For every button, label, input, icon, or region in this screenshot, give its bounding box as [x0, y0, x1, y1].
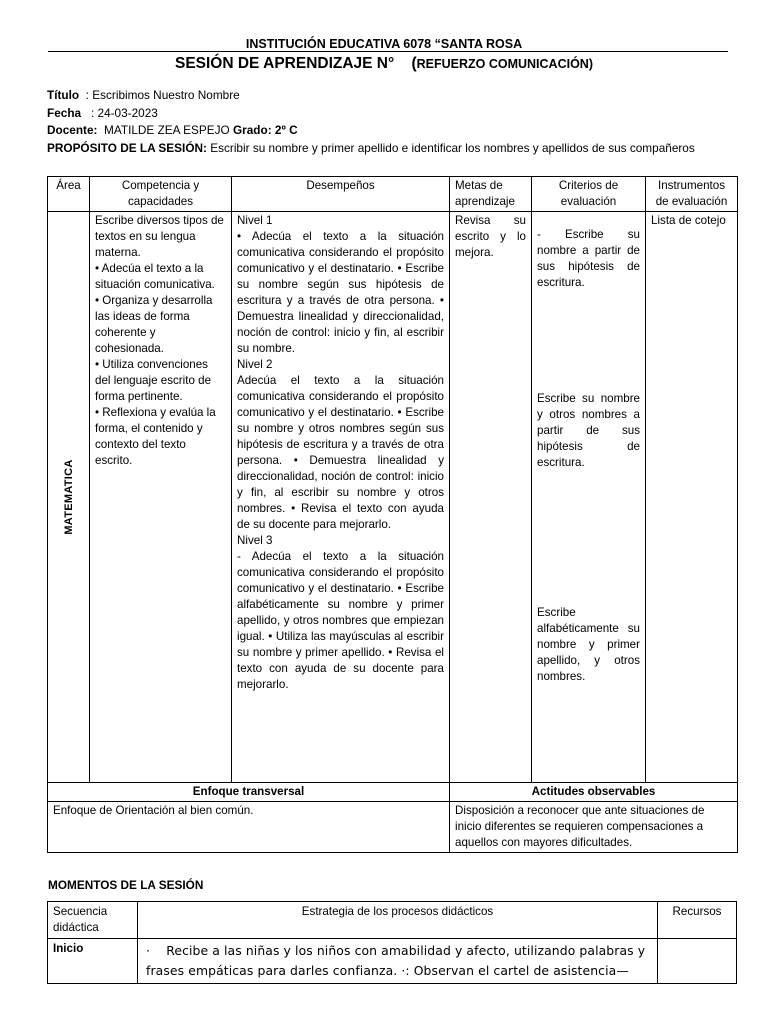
criterio-2: Escribe su nombre y otros nombres a partir de sus hipótesis de escritura. — [537, 392, 640, 469]
inicio-row — [48, 939, 737, 984]
institution-name: INSTITUCIÓN EDUCATIVA 6078 “SANTA ROSA — [245, 37, 523, 51]
actitudes-value: Disposición a reconocer que ante situaciones de inicio diferentes se requieren compensaciones a aquellos con mayores dificultades. — [450, 802, 738, 853]
momentos-title: MOMENTOS DE LA SESIÓN — [48, 878, 204, 892]
momentos-header-row — [48, 902, 737, 939]
header-area: Área — [48, 177, 90, 212]
proposito-label: PROPÓSITO DE LA SESIÓN: — [47, 141, 207, 155]
nivel2-text: Adecúa el texto a la situación comunicativa considerando el propósito comunicativo y el destinatario. • Escribe su nombre y otros nombres según sus hipótesis de escritura y a través de otra persona. • Demuestra linealidad y direccionalidad, noción de control: inicio y fin, al escribir su nombre y otros nombres. • Revisa el texto con ayuda de su docente para mejorarlo. — [237, 374, 444, 531]
docente-label: Docente: — [47, 123, 98, 137]
session-title — [0, 55, 768, 73]
header-secuencia: Secuencia didáctica — [48, 902, 138, 939]
titulo-label: Título — [47, 88, 80, 102]
inicio-label: Inicio — [48, 939, 138, 984]
session-subtitle-paren: ( — [411, 55, 417, 72]
competencia-cell — [90, 212, 232, 783]
header-divider — [48, 51, 728, 52]
proposito-value: Escribir su nombre y primer apellido e identificar los nombres y apellidos de sus compañeros — [210, 141, 695, 155]
enfoque-header: Enfoque transversal — [48, 783, 450, 802]
fecha-value: : 24-03-2023 — [90, 106, 158, 120]
enfoque-value: Enfoque de Orientación al bien común. — [48, 802, 450, 853]
header-instrumentos: Instrumentos de evaluación — [646, 177, 738, 212]
nivel3-text: - Adecúa el texto a la situación comunicativa considerando el propósito comunicativo y el destinatario. • Escribe alfabéticamente su nombre y primer apellido, y otros nombres que empiezan igual. • Utiliza las mayúsculas al escribir su nombre y primer apellido. • Revisa el texto con ayuda de su docente para mejorarlo. — [237, 550, 444, 691]
meta-docente — [47, 122, 727, 139]
inicio-recursos — [658, 939, 737, 984]
inicio-strategy — [138, 939, 658, 984]
enfoque-header-row — [48, 783, 738, 802]
fecha-label: Fecha — [47, 106, 82, 120]
area-label: MATEMATICA — [62, 459, 75, 535]
nivel3-title: Nivel 3 — [237, 534, 273, 547]
planning-header-row — [48, 177, 738, 212]
titulo-value: : Escribimos Nuestro Nombre — [85, 88, 240, 102]
nivel1-title: Nivel 1 — [237, 214, 273, 227]
header-criterios: Criterios de evaluación — [532, 177, 646, 212]
criterio-1: - Escribe su nombre a partir de sus hipótesis de escritura. — [537, 228, 640, 289]
competencia-title: Escribe diversos tipos de textos en su lengua materna. — [95, 214, 224, 259]
header-desempenos: Desempeños — [232, 177, 450, 212]
metas-cell: Revisa su escrito y lo mejora. — [450, 212, 532, 783]
instrumentos-cell: Lista de cotejo — [646, 212, 738, 783]
actitudes-header: Actitudes observables — [450, 783, 738, 802]
meta-titulo — [47, 87, 727, 104]
header-recursos: Recursos — [658, 902, 737, 939]
momentos-table — [47, 901, 737, 984]
grado-label: Grado: 2º C — [232, 123, 298, 137]
area-cell — [48, 212, 90, 783]
meta-fecha — [47, 105, 727, 122]
enfoque-value-row — [48, 802, 738, 853]
meta-proposito — [47, 140, 727, 157]
session-subtitle: REFUERZO COMUNICACIÓN) — [416, 57, 593, 71]
planning-content-row — [48, 212, 738, 783]
competencia-item: • Organiza y desarrolla las ideas de forma coherente y cohesionada. — [95, 294, 213, 355]
header-metas: Metas de aprendizaje — [450, 177, 532, 212]
competencia-item: • Adecúa el texto a la situación comunicativa. — [95, 262, 215, 291]
competencia-item: • Reflexiona y evalúa la forma, el contenido y contexto del texto escrito. — [95, 406, 216, 467]
nivel2-title: Nivel 2 — [237, 358, 273, 371]
nivel1-text: • Adecúa el texto a la situación comunicativa considerando el propósito comunicativo y el destinatario. • Escribe su nombre según sus hipótesis de escritura y a través de otra persona. • Demuestra linealidad y direccionalidad, noción de control: inicio y fin, al escribir su nombre. — [237, 230, 444, 355]
session-title-main: SESIÓN DE APRENDIZAJE N° — [174, 55, 395, 72]
competencia-item: • Utiliza convenciones del lenguaje escrito de forma pertinente. — [95, 358, 212, 403]
inicio-bullet: · — [146, 943, 151, 958]
inicio-text: Recibe a las niñas y los niños con amabilidad y afecto, utilizando palabras y frases empáticas para darles confianza. ·: Observan el cartel de asistencia— — [146, 943, 646, 978]
planning-table — [47, 176, 738, 853]
desempenos-cell — [232, 212, 450, 783]
criterios-cell — [532, 212, 646, 783]
docente-value: MATILDE ZEA ESPEJO — [104, 123, 230, 137]
header-estrategia: Estrategia de los procesos didácticos — [138, 902, 658, 939]
header-competencia: Competencia y capacidades — [90, 177, 232, 212]
criterio-3: Escribe alfabéticamente su nombre y primer apellido, y otros nombres. — [537, 606, 640, 683]
